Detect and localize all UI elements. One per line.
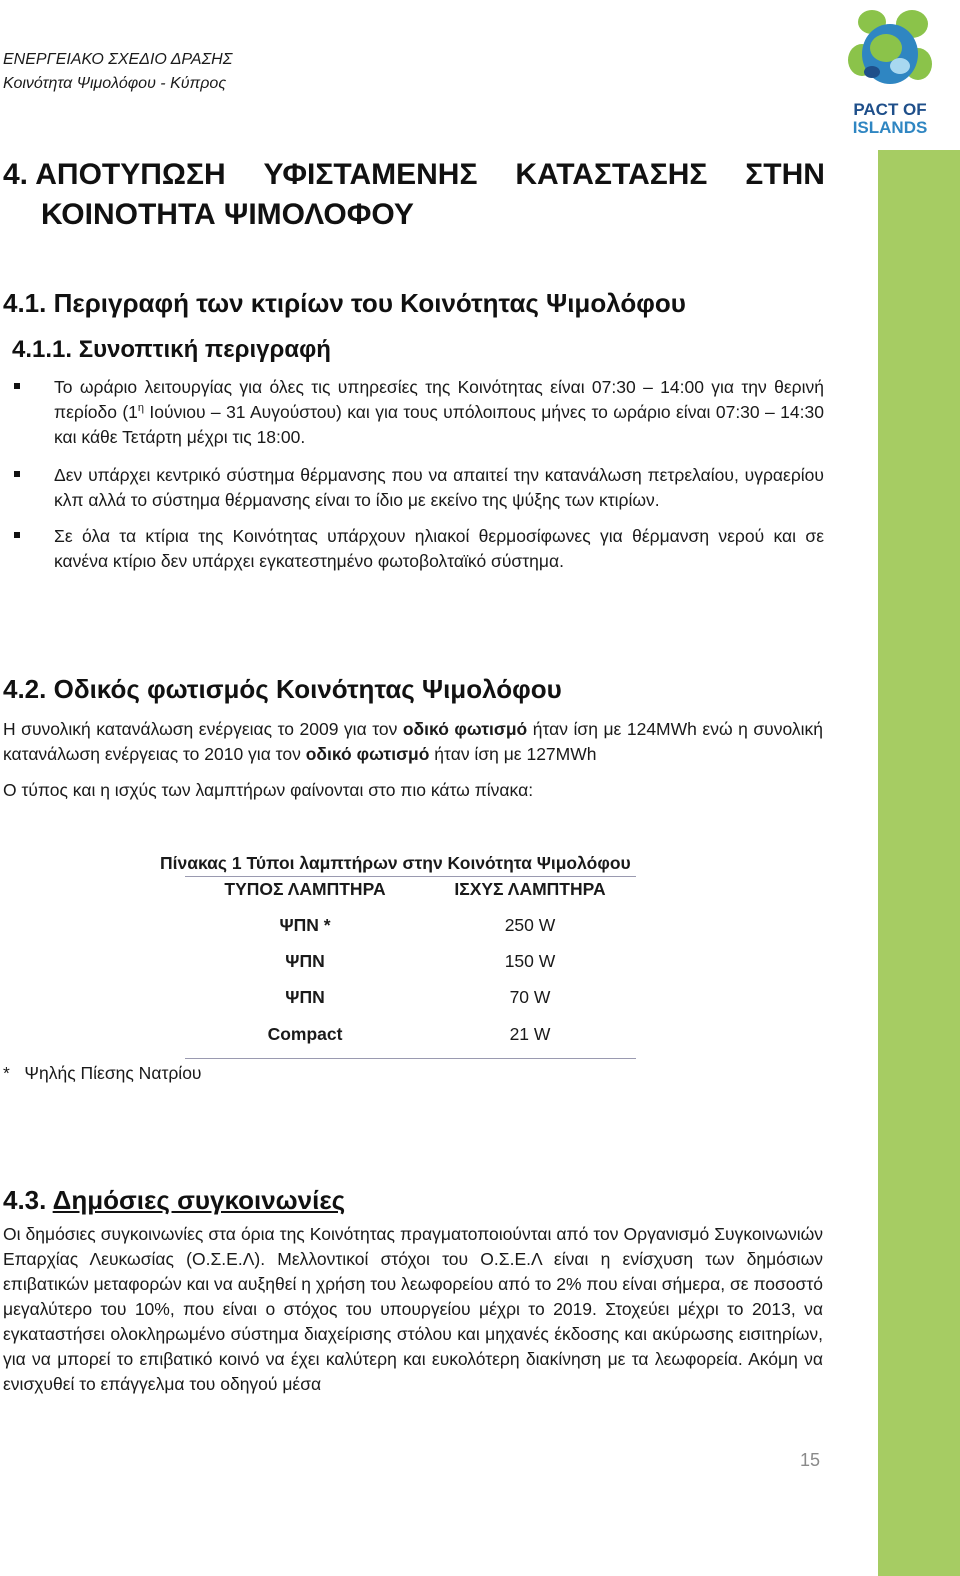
table-cell-type: ΨΠΝ bbox=[285, 951, 325, 971]
heading-word: ΥΦΙΣΤΑΜΕΝΗΣ bbox=[263, 158, 478, 191]
heading-word: 4. ΑΠΟΤΥΠΩΣΗ bbox=[3, 158, 226, 191]
street-lighting-paragraph: Η συνολική κατανάλωση ενέργειας το 2009 για τον οδικό φωτισμό ήταν ίση με 124MWh ενώ η συνολική κατανάλωση ενέργειας το 2010 για τον οδικό φωτισμό ήταν ίση με 127MWh bbox=[3, 719, 823, 764]
header-subtitle: Κοινότητα Ψιμολόφου - Κύπρος bbox=[3, 75, 227, 92]
pact-of-islands-logo bbox=[842, 2, 938, 138]
table-header-type: ΤΥΠΟΣ ΛΑΜΠΤΗΡΑ bbox=[224, 879, 386, 899]
table-cell-type: ΨΠΝ * bbox=[279, 915, 331, 935]
side-decoration-bar bbox=[878, 150, 960, 1576]
logo-graphic bbox=[842, 2, 938, 138]
bullet-square-icon bbox=[14, 471, 20, 477]
heading-word: ΚΑΤΑΣΤΑΣΗΣ bbox=[515, 158, 708, 191]
table-header-power: ΙΣΧΥΣ ΛΑΜΠΤΗΡΑ bbox=[454, 879, 606, 899]
logo-emblem-icon bbox=[848, 10, 932, 84]
bullet-item-heating bbox=[14, 463, 824, 513]
bullet-text: Δεν υπάρχει κεντρικό σύστημα θέρμανσης που να απαιτεί την κατανάλωση πετρελαίου, υγραερίου κλπ αλλά το σύστημα θέρμανσης είναι το ίδιο με εκείνο της ψύξης των κτιρίων. bbox=[54, 465, 824, 510]
table-cell-power: 150 W bbox=[504, 951, 556, 971]
bullet-text: Σε όλα τα κτίρια της Κοινότητας υπάρχουν ηλιακοί θερμοσίφωνες για θέρμανση νερού και σε κανένα κτίριο δεν υπάρχει εγκατεστημένο φωτοβολταϊκό σύστημα. bbox=[54, 526, 824, 571]
logo-line1: PACT OF bbox=[853, 100, 927, 119]
public-transport-paragraph: Οι δημόσιες συγκοινωνίες στα όρια της Κοινότητας πραγματοποιούνται από τον Οργανισμό Συγκοινωνιών Επαρχίας Λευκωσίας (Ο.Σ.Ε.Λ). Μελλοντικοί στόχοι του Ο.Σ.Ε.Λ είναι η ενίσχυση των δημόσιων επιβατικών μεταφορών και να αυξηθεί η χρήση του λεωφορείου από το 2% που είναι σήμερα, σε ποσοστό μεγαλύτερο του 10%, που είναι ο στόχος του υπουργείου μέχρι το 2019. Στοχεύει μέχρι το 2013, να εγκαταστήσει ολοκληρωμένο σύστημα διαχείρισης στόλου και μηχανές έκδοσης και ακύρωσης εισιτηρίων, για να μπορεί το επιβατικό κοινό να έχει καλύτερη και ευκολότερη διακίνηση με τα λεωφορεία. Ακόμη να ενισχυθεί το επάγγελμα του οδηγού μέσα bbox=[3, 1224, 823, 1394]
table-top-rule bbox=[185, 876, 636, 877]
section-4-1-heading: 4.1. Περιγραφή των κτιρίων του Κοινότητας Ψιμολόφου bbox=[3, 288, 686, 318]
section-4-3-heading: 4.3. Δημόσιες συγκοινωνίες bbox=[3, 1185, 346, 1215]
section-4-heading bbox=[3, 155, 825, 235]
bullet-item-hours bbox=[14, 375, 824, 450]
logo-line2: ISLANDS bbox=[852, 118, 928, 137]
table-caption: Πίνακας 1 Τύποι λαμπτήρων στην Κοινότητα Ψιμολόφου bbox=[160, 853, 631, 873]
section-4-1-1-heading: 4.1.1. Συνοπτική περιγραφή bbox=[12, 336, 331, 363]
table-bottom-rule bbox=[185, 1058, 636, 1059]
table-intro-text: Ο τύπος και η ισχύς των λαμπτήρων φαίνονται στο πιο κάτω πίνακα: bbox=[3, 780, 534, 800]
table-cell-type: ΨΠΝ bbox=[285, 987, 325, 1007]
heading-word: ΣΤΗΝ bbox=[745, 158, 825, 191]
header-title: ΕΝΕΡΓΕΙΑΚΟ ΣΧΕΔΙΟ ΔΡΑΣΗΣ bbox=[3, 51, 233, 68]
table-footnote: * Ψηλής Πίεσης Νατρίου bbox=[3, 1063, 202, 1083]
section-4-2-heading: 4.2. Οδικός φωτισμός Κοινότητας Ψιμολόφου bbox=[3, 674, 562, 704]
heading-line2: ΚΟΙΝΟΤΗΤΑ ΨΙΜΟΛΟΦΟΥ bbox=[41, 198, 414, 231]
bullet-square-icon bbox=[14, 532, 20, 538]
bullet-text: Το ωράριο λειτουργίας για όλες τις υπηρεσίες της Κοινότητας είναι 07:30 – 14:00 για την θερινή περίοδο ($1^\eta$ Ιούνιου – 31 Αυγούστου) και για τους υπόλοιπους μήνες το ωράριο είναι 07:30 – 14:30 και κάθε Τετάρτη μέχρι τις 18:00. bbox=[54, 377, 824, 447]
table-cell-power: 21 W bbox=[509, 1024, 551, 1044]
bullet-item-solar bbox=[14, 524, 824, 574]
page-number: 15 bbox=[800, 1450, 821, 1470]
bullet-square-icon bbox=[14, 383, 20, 389]
table-cell-type: Compact bbox=[267, 1024, 343, 1044]
table-cell-power: 70 W bbox=[509, 987, 551, 1007]
table-cell-power: 250 W bbox=[504, 915, 556, 935]
document-header bbox=[3, 48, 232, 96]
